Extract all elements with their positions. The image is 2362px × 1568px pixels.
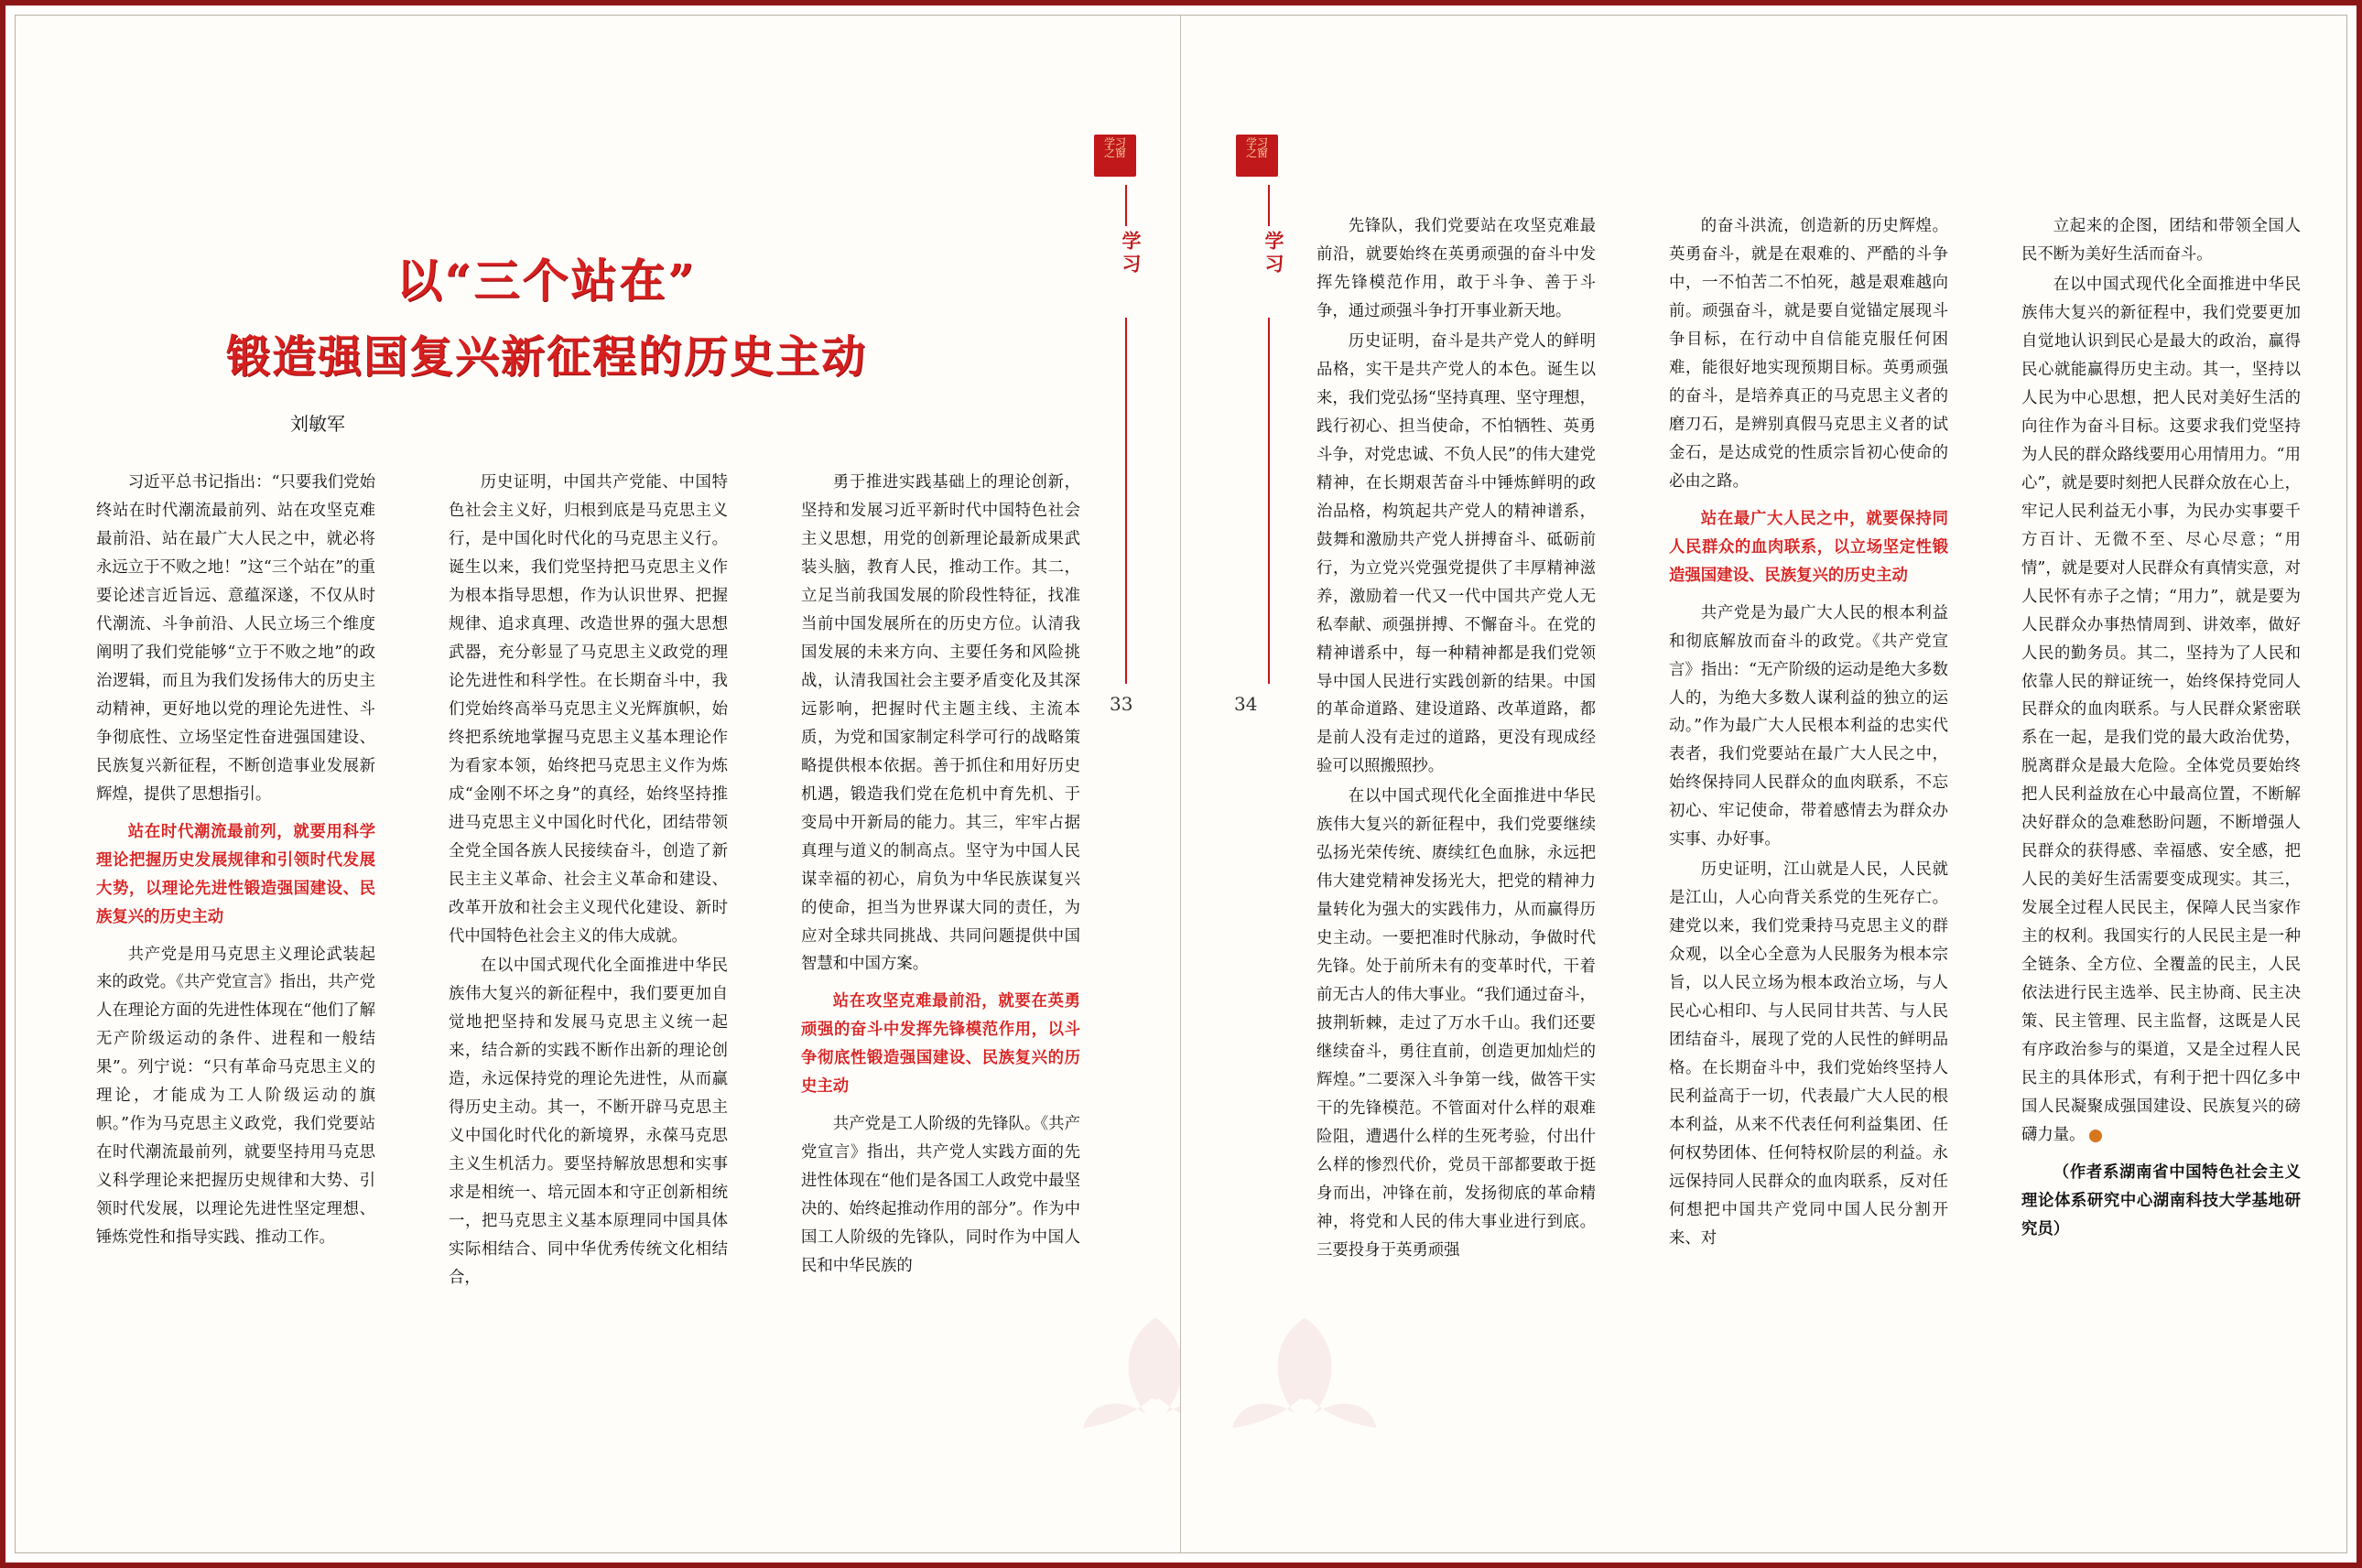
study-seal-icon-right (1236, 135, 1278, 177)
text-column-4 (1316, 212, 1596, 1267)
paragraph: 共产党是工人阶级的先锋队。《共产党宣言》指出，共产党人实践方面的先进性体现在“他们是各国工人政党中最坚决的、始终起推动作用的部分”。作为中国工人阶级的先锋队，同时作为中国人民和中华民族的 (801, 1115, 1080, 1276)
seal-line2: 之窗 (1103, 146, 1126, 159)
folio-left: 33 (1110, 693, 1133, 715)
author-signature: （作者系湖南省中国特色社会主义理论体系研究中心湖南科技大学基地研究员） (2021, 1162, 2301, 1238)
seal-line1: 学习 (1103, 136, 1126, 149)
paragraph (2021, 271, 2301, 1150)
paragraph: 勇于推进实践基础上的理论创新，坚持和发展习近平新时代中国特色社会主义思想，用党的创新理论最新成果武装头脑，教育人民，推动工作。其二，立足当前我国发展的阶段性特征，找准当前中国发展所在的历史方位。认清我国发展的未来方向、主要任务和风险挑战，认清我国社会主要矛盾变化及其深远影响，把握时代主题主线、主流本质，为党和国家制定科学可行的战略策略提供根本依据。善于抓住和用好历史机遇，锻造我们党在危机中育先机、于变局中开新局的能力。其三，牢牢占据真理与道义的制高点。坚守为中国人民谋幸福的初心，肩负为中华民族谋复兴的使命，担当为世界谋大同的责任，为应对全球共同挑战、共同问题提供中国智慧和中国方案。 (801, 473, 1080, 974)
decorative-flower-watermark-right (1208, 1297, 1401, 1434)
subheading-red: 站在最广大人民之中，就要保持同人民群众的血肉联系，以立场坚定性锻造强国建设、民族复兴的历史主动 (1669, 509, 1948, 585)
paragraph-text: 在以中国式现代化全面推进中华民族伟大复兴的新征程中，我们党要更加自觉地认识到民心是最大的政治，赢得民心就能赢得历史主动。其一，坚持以人民为中心思想，把人民对美好生活的向往作为奋斗目标。这要求我们党坚持为人民的群众路线要用心用情用力。“用心”，就是要时刻把人民群众放在心上，牢记人民利益无小事，为民办实事要千方百计、无微不至、尽心尽意；“用情”，就是要对人民群众有真情实意，对人民怀有赤子之情；“用力”，就是要为人民群众办事热情周到、讲效率，做好人民的勤务员。其二，坚持为了人民和依靠人民的辩证统一，始终保持党同人民群众的血肉联系。与人民群众紧密联系在一起，是我们党的最大政治优势，脱离群众是最大危险。全体党员要始终把人民利益放在心中最高位置，不断解决好群众的急难愁盼问题，不断增强人民群众的获得感、幸福感、安全感，把人民的美好生活需要变成现实。其三，发展全过程人民民主，保障人民当家作主的权利。我国实行的人民民主是一种全链条、全方位、全覆盖的民主，人民依法进行民主选举、民主协商、民主决策、民主管理、民主监督，这既是人民有序政治参与的渠道，又是全过程人民民主的具体形式，有利于把十四亿多中国人民凝聚成强国建设、民族复兴的磅礴力量。 (2021, 275, 2301, 1144)
spread-inner-frame (15, 15, 2347, 1553)
article-title (80, 244, 1013, 384)
subheading-red: 站在时代潮流最前列，就要用科学理论把握历史发展规律和引领时代发展大势，以理论先进性锻造强国建设、民族复兴的历史主动 (96, 822, 375, 926)
seal-rule-bottom-left (1125, 318, 1127, 684)
paragraph: 历史证明，中国共产党能、中国特色社会主义好，归根到底是马克思主义行，是中国化时代化的马克思主义行。诞生以来，我们党坚持把马克思主义作为根本指导思想，作为认识世界、把握规律、追求真理、改造世界的强大思想武器，充分彰显了马克思主义政党的理论先进性和科学性。在长期奋斗中，我们党始终高举马克思主义光辉旗帜，始终把系统地掌握马克思主义基本理论作为看家本领，始终把马克思主义作为炼成“金刚不坏之身”的真经，始终坚持推进马克思主义中国化时代化，团结带领全党全国各族人民接续奋斗，创造了新民主主义革命、社会主义革命和建设、改革开放和社会主义现代化建设、新时代中国特色社会主义的伟大成就。 (449, 473, 728, 946)
seal-line1: 学习 (1245, 136, 1268, 149)
text-column-3 (801, 469, 1080, 1282)
paragraph: 习近平总书记指出：“只要我们党始终站在时代潮流最前列、站在攻坚克难最前沿、站在最广大人民之中，就必将永远立于不败之地！”这“三个站在”的重要论述言近旨远、意蕴深遂，不仅从时代潮流、斗争前沿、人民立场三个维度阐明了我们党能够“立于不败之地”的政治逻辑，而且为我们发扬伟大的历史主动精神，更好地以党的理论先进性、斗争彻底性、立场坚定性奋进强国建设、民族复兴新征程，不断创造事业发展新辉煌，提供了思想指引。 (96, 473, 375, 804)
paragraph: 立起来的企图，团结和带领全国人民不断为美好生活而奋斗。 (2021, 217, 2301, 264)
paragraph: 共产党是用马克思主义理论武装起来的政党。《共产党宣言》指出，共产党人在理论方面的先进性体现在“他们了解无产阶级运动的条件、进程和一般结果”。列宁说：“只有革命马克思主义的理论，才能成为工人阶级运动的旗帜。”作为马克思主义政党，我们党要站在时代潮流最前列，就要坚持用马克思义科学理论来把握历史规律和大势、引领时代发展，以理论先进性坚定理想、锤炼党性和指导实践、推动工作。 (96, 945, 375, 1248)
seal-rule-top-right (1268, 185, 1270, 226)
vertical-label-left: 学习 (1120, 231, 1142, 276)
page-right (1181, 16, 2346, 1552)
text-column-6 (2021, 212, 2301, 1246)
end-mark-icon (2089, 1130, 2102, 1142)
paragraph: 历史证明，江山就是人民，人民就是江山，人心向背关系党的生死存亡。建党以来，我们党秉持马克思主义的群众观，以全心全意为人民服务为根本宗旨，以人民立场为根本政治立场，与人民心心相印、与人民同甘共苦、与人民团结奋斗，展现了党的人民性的鲜明品格。在长期奋斗中，我们党始终坚持人民利益高于一切，代表最广大人民的根本利益，从来不代表任何利益集团、任何权势团体、任何特权阶层的利益。永远保持同人民群众的血肉联系，反对任何想把中国共产党同中国人民分割开来、对 (1669, 860, 1948, 1248)
article-byline: 刘敏军 (290, 413, 345, 435)
paragraph: 在以中国式现代化全面推进中华民族伟大复兴的新征程中，我们要更加自觉地把坚持和发展马克思主义统一起来，结合新的实践不断作出新的理论创造，永远保持党的理论先进性，从而赢得历史主动。其一，不断开辟马克思主义中国化时代化的新境界，永葆马克思主义生机活力。要坚持解放思想和实事求是相统一、培元固本和守正创新相统一，把马克思主义基本原理同中国具体实际相结合、同中华优秀传统文化相结合， (449, 957, 728, 1288)
page-left (16, 16, 1181, 1552)
text-column-5 (1669, 212, 1948, 1255)
seal-line2: 之窗 (1245, 146, 1268, 159)
subheading-red: 站在攻坚克难最前沿，就要在英勇顽强的奋斗中发挥先锋模范作用，以斗争彻底性锻造强国建设、民族复兴的历史主动 (801, 992, 1080, 1097)
vertical-label-right: 学习 (1262, 231, 1284, 276)
seal-rule-top-left (1125, 185, 1127, 226)
paragraph: 共产党是为最广大人民的根本利益和彻底解放而奋斗的政党。《共产党宣言》指出：“无产阶级的运动是绝大多数人的，为绝大多数人谋利益的独立的运动。”作为最广大人民根本利益的忠实代表者，我们党要站在最广大人民之中，始终保持同人民群众的血肉联系，不忘初心、牢记使命，带着感情去为群众办实事、办好事。 (1669, 603, 1948, 849)
title-line-1: 以“三个站在” (395, 254, 698, 308)
paragraph: 先锋队，我们党要站在攻坚克难最前沿，就要始终在英勇顽强的奋斗中发挥先锋模范作用，敢于斗争、善于斗争，通过顽强斗争打开事业新天地。 (1316, 217, 1596, 320)
paragraph: 的奋斗洪流，创造新的历史辉煌。英勇奋斗，就是在艰难的、严酷的斗争中，一不怕苦二不怕死，越是艰难越向前。顽强奋斗，就是要自觉锚定展现斗争目标，在行动中自信能克服任何困难，能很好地实现预期目标。英勇顽强的奋斗，是培养真正的马克思主义者的磨刀石，是辨别真假马克思主义者的试金石，是达成党的性质宗旨初心使命的必由之路。 (1669, 217, 1948, 491)
seal-rule-bottom-right (1268, 318, 1270, 684)
text-column-1 (96, 469, 375, 1254)
folio-right: 34 (1234, 693, 1258, 715)
paragraph: 历史证明，奋斗是共产党人的鲜明品格，实干是共产党人的本色。诞生以来，我们党弘扬“坚持真理、坚守理想，践行初心、担当使命，不怕牺牲、英勇斗争，对党忠诚、不负人民”的伟大建党精神，在长期艰苦奋斗中锤炼鲜明的政治品格，构筑起共产党人的精神谱系，鼓舞和激励共产党人拼搏奋斗、砥砺前行，为立党兴党强党提供了丰厚精神滋养，激励着一代又一代中国共产党人无私奉献、顽强拼搏、不懈奋斗。在党的精神谱系中，每一种精神都是我们党领导中国人民进行实践创新的结果。中国的革命道路、建设道路、改革道路，都是前人没有走过的道路，更没有现成经验可以照搬照抄。 (1316, 331, 1596, 776)
paragraph: 在以中国式现代化全面推进中华民族伟大复兴的新征程中，我们党要继续弘扬光荣传统、赓续红色血脉，永远把伟大建党精神发扬光大，把党的精神力量转化为强大的实践伟力，从而赢得历史主动。一要把准时代脉动，争做时代先锋。处于前所未有的变革时代，干着前无古人的伟大事业。“我们通过奋斗，披荆斩棘，走过了万水千山。我们还要继续奋斗，勇往直前，创造更加灿烂的辉煌。”二要深入斗争第一线，做答干实干的先锋模范。不管面对什么样的艰难险阻，遭遇什么样的生死考验，付出什么样的惨烈代价，党员干部都要敢于挺身而出，冲锋在前，发扬彻底的革命精神，将党和人民的伟大事业进行到底。三要投身于英勇顽强 (1316, 787, 1596, 1260)
study-seal-icon (1094, 135, 1136, 177)
title-line-2: 锻造强国复兴新征程的历史主动 (225, 331, 867, 383)
text-column-2 (449, 469, 728, 1294)
decorative-flower-watermark-left (1059, 1297, 1181, 1434)
